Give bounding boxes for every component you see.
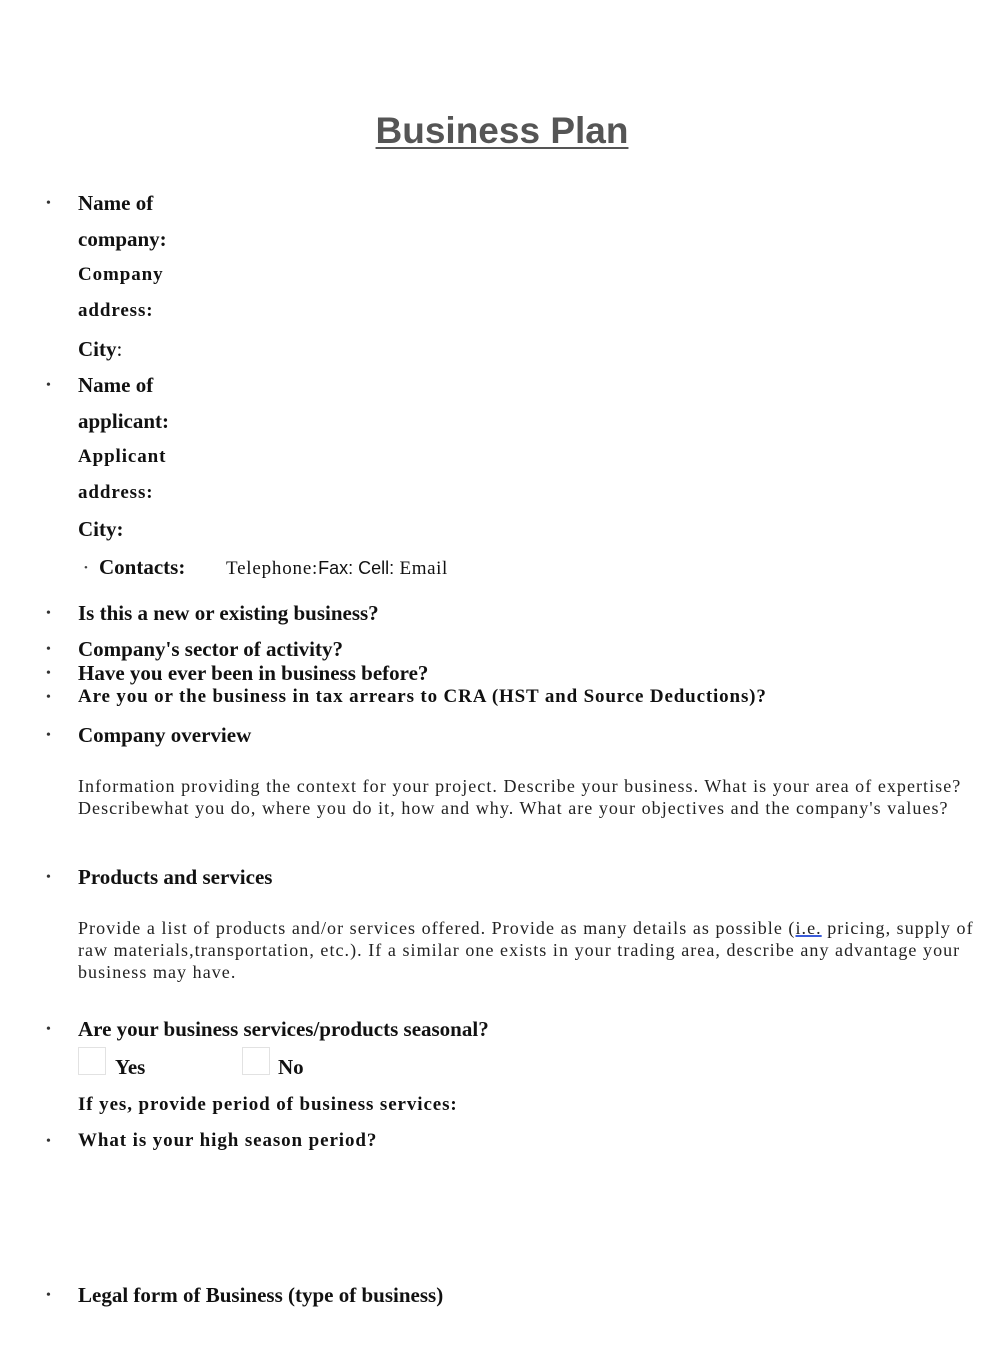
bullet — [46, 646, 54, 654]
legal-form-heading: Legal form of Business (type of business) — [78, 1283, 444, 1307]
bullet — [46, 200, 54, 208]
products-text-start: Provide a list of products and/or services offered. Provide as many details as possible ( — [78, 918, 796, 938]
applicant-name-label-line1: Name of — [78, 373, 154, 397]
ie-abbreviation: i.e. — [795, 918, 822, 938]
fax-cell-label: Fax: Cell: — [318, 558, 395, 578]
no-label: No — [278, 1055, 304, 1079]
question-sector: Company's sector of activity? — [78, 637, 343, 661]
products-text — [78, 917, 983, 983]
applicant-city-label: City: — [78, 517, 124, 541]
overview-text: Information providing the context for your project. Describe your business. What is your area of expertise? Describewhat you do, where you do it, how and why. What are your objectives and the company's values? — [78, 776, 962, 818]
contacts-label: Contacts: — [99, 555, 186, 579]
email-label: Email — [394, 558, 448, 579]
question-tax-arrears: Are you or the business in tax arrears to CRA (HST and Source Deductions)? — [78, 686, 767, 707]
bullet — [46, 1026, 54, 1034]
question-been-before: Have you ever been in business before? — [78, 661, 429, 685]
overview-heading: Company overview — [78, 723, 252, 747]
company-city-label — [78, 335, 122, 363]
bullet — [46, 874, 54, 882]
city-label-text: City — [78, 337, 117, 361]
bullet — [46, 382, 54, 390]
seasonal-question: Are your business services/products seasonal? — [78, 1017, 489, 1041]
no-checkbox[interactable] — [242, 1047, 270, 1075]
bullet — [46, 610, 54, 618]
high-season-question: What is your high season period? — [78, 1130, 378, 1151]
company-address-label-line1: Company — [78, 264, 164, 285]
applicant-name-label-line2: applicant: — [78, 409, 170, 433]
page-title: Business Plan — [375, 110, 629, 151]
telephone-label: Telephone: — [226, 558, 319, 579]
products-text-end: pricing, supply of raw materials,transportation, etc.). If a similar one exists in your trading area, describe any advantage your business may have. — [78, 918, 974, 982]
contacts-fields — [226, 555, 448, 582]
yes-checkbox[interactable] — [78, 1047, 106, 1075]
city-colon: : — [116, 337, 123, 361]
yes-label: Yes — [115, 1055, 146, 1079]
sub-bullet: • — [84, 562, 88, 574]
company-address-label-line2: address: — [78, 300, 154, 321]
bullet — [46, 670, 54, 678]
bullet — [46, 1292, 54, 1300]
company-name-label-line2: company: — [78, 227, 167, 251]
applicant-address-label-line1: Applicant — [78, 446, 167, 467]
question-new-existing: Is this a new or existing business? — [78, 601, 379, 625]
products-heading: Products and services — [78, 865, 273, 889]
bullet — [46, 694, 54, 702]
bullet — [46, 1138, 54, 1146]
bullet — [46, 732, 54, 740]
applicant-address-label-line2: address: — [78, 482, 154, 503]
season-period-label: If yes, provide period of business services: — [78, 1094, 458, 1115]
company-name-label-line1: Name of — [78, 191, 154, 215]
